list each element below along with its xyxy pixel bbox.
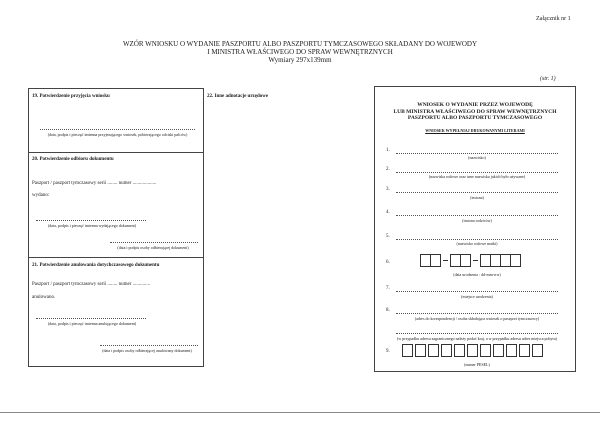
application-title-line-3: PASZPORTU ALBO PASZPORTU TYMCZASOWEGO [407, 115, 543, 121]
date-separator-2 [473, 260, 478, 261]
application-subtitle: WNIOSEK WYPEŁNIAJ DRUKOWANYMI LITERAMI [425, 128, 525, 133]
pesel-cell-11[interactable] [532, 344, 543, 357]
document-heading [0, 40, 600, 64]
section-21-title: 21. Potwierdzenie anulowania dotychczasowego dokumentu [32, 263, 160, 268]
field-9-caption: (numer PESEL) [464, 362, 490, 367]
pesel-cell-6[interactable] [467, 344, 478, 357]
divider-20-21 [28, 257, 203, 258]
section-20-issued: wydano: [32, 193, 50, 198]
field-5-line[interactable] [396, 239, 558, 240]
section-20-caption-mid: (data, podpis i pieczęć imienna wydającego dokument) [47, 223, 137, 228]
heading-line-2: I MINISTRA WŁAŚCIWEGO DO SPRAW WEWNĘTRZNYCH [207, 48, 393, 56]
field-5-number: 5. [386, 234, 390, 239]
field-3-caption: (imiona) [470, 195, 484, 200]
pesel-cell-1[interactable] [402, 344, 413, 357]
section-19-signature-line [40, 129, 195, 130]
field-1-caption: (nazwisko) [468, 155, 486, 160]
field-2-caption: (nazwiska rodowe oraz inne nazwiska jakich było używane) [428, 174, 526, 179]
date-year-cell-4[interactable] [510, 254, 521, 267]
field-8-line[interactable] [396, 313, 558, 314]
field-4-number: 4. [386, 210, 390, 215]
section-21-receiver-line [100, 345, 198, 346]
application-title [374, 102, 576, 122]
field-4-line[interactable] [396, 215, 558, 216]
section-21-series-line: Paszport / paszport tymczasowy serii ........ numer .............. [32, 282, 151, 287]
field-8-caption: (adres do korespondencji / osoba składająca wniosek o paszport tymczasowy) [414, 316, 540, 321]
pesel-cell-9[interactable] [506, 344, 517, 357]
section-20-title: 20. Potwierdzenie odbioru dokumentu [32, 157, 114, 162]
field-8-note: (w przypadku adresu zagranicznego należy podać kraj, a w przypadku adresu adres miejsca pobytu) [397, 336, 557, 341]
birth-date-boxes[interactable] [420, 254, 530, 270]
section-21-caption-mid: (data, podpis i pieczęć imienna anulującego dokument) [47, 321, 137, 326]
section-20-series-line: Paszport / paszport tymczasowy serii ........ numer ................... [32, 181, 157, 186]
section-19-title: 19. Potwierdzenie przyjęcia wniosku [32, 94, 110, 99]
field-9-number: 9. [386, 349, 390, 354]
pesel-cell-2[interactable] [415, 344, 426, 357]
pesel-cell-7[interactable] [480, 344, 491, 357]
field-2-number: 2. [386, 167, 390, 172]
field-8-line-2[interactable] [396, 333, 558, 334]
section-21-cancelled: anulowano. [32, 295, 56, 300]
pesel-boxes[interactable] [402, 344, 552, 360]
section-21-caption-bottom: (data i podpis osoby odbierającej anulowany dokument) [102, 348, 192, 353]
field-7-number: 7. [386, 286, 390, 291]
date-day-cell-2[interactable] [430, 254, 441, 267]
field-6-caption: (data urodzenia : dd-mm-rrrr) [453, 272, 501, 277]
section-20-caption-bottom: (data i podpis osoby odbierającej dokument) [117, 245, 189, 250]
field-7-line[interactable] [396, 291, 558, 292]
date-separator-1 [443, 260, 448, 261]
field-8-number: 8. [386, 308, 390, 313]
pesel-cell-5[interactable] [454, 344, 465, 357]
field-7-caption: (miejsce urodzenia) [461, 294, 493, 299]
pesel-cell-10[interactable] [519, 344, 530, 357]
application-title-line-2: LUB MINISTRA WŁAŚCIWEGO DO SPRAW WEWNĘTRZNYCH [393, 108, 557, 115]
field-3-line[interactable] [396, 192, 558, 193]
application-title-line-1: WNIOSEK O WYDANIE PRZEZ WOJEWODĘ [417, 102, 533, 108]
field-3-number: 3. [386, 187, 390, 192]
section-21-canceller-line [36, 318, 146, 319]
heading-line-1: WZÓR WNIOSKU O WYDANIE PASZPORTU ALBO PASZPORTU TYMCZASOWEGO SKŁADANY DO WOJEWODY [122, 40, 478, 48]
section-22-title: 22. Inne adnotacje urzędowe [207, 94, 269, 99]
attachment-label: Załącznik nr 1 [536, 16, 571, 22]
pesel-cell-4[interactable] [441, 344, 452, 357]
heading-line-3: Wymiary 297x139mm [268, 56, 332, 64]
section-20-issuer-line [36, 220, 146, 221]
date-month-cell-2[interactable] [460, 254, 471, 267]
field-4-caption: (imiona rodziców) [462, 218, 492, 223]
divider-19-20 [28, 152, 203, 153]
field-1-number: 1. [386, 148, 390, 153]
section-19-caption: (data, podpis i pieczęć imienna przyjmującego wniosek, pobierającego odciski palców) [47, 132, 188, 137]
field-5-caption: (nazwisko rodowe matki) [456, 241, 498, 246]
section-20-receiver-line [110, 242, 198, 243]
page-marker: (str. 1) [540, 76, 556, 82]
field-6-number: 6. [386, 260, 390, 265]
pesel-cell-8[interactable] [493, 344, 504, 357]
pesel-cell-3[interactable] [428, 344, 439, 357]
field-2-line[interactable] [396, 172, 558, 173]
field-1-line[interactable] [396, 153, 558, 154]
bottom-frame-line [0, 412, 600, 413]
